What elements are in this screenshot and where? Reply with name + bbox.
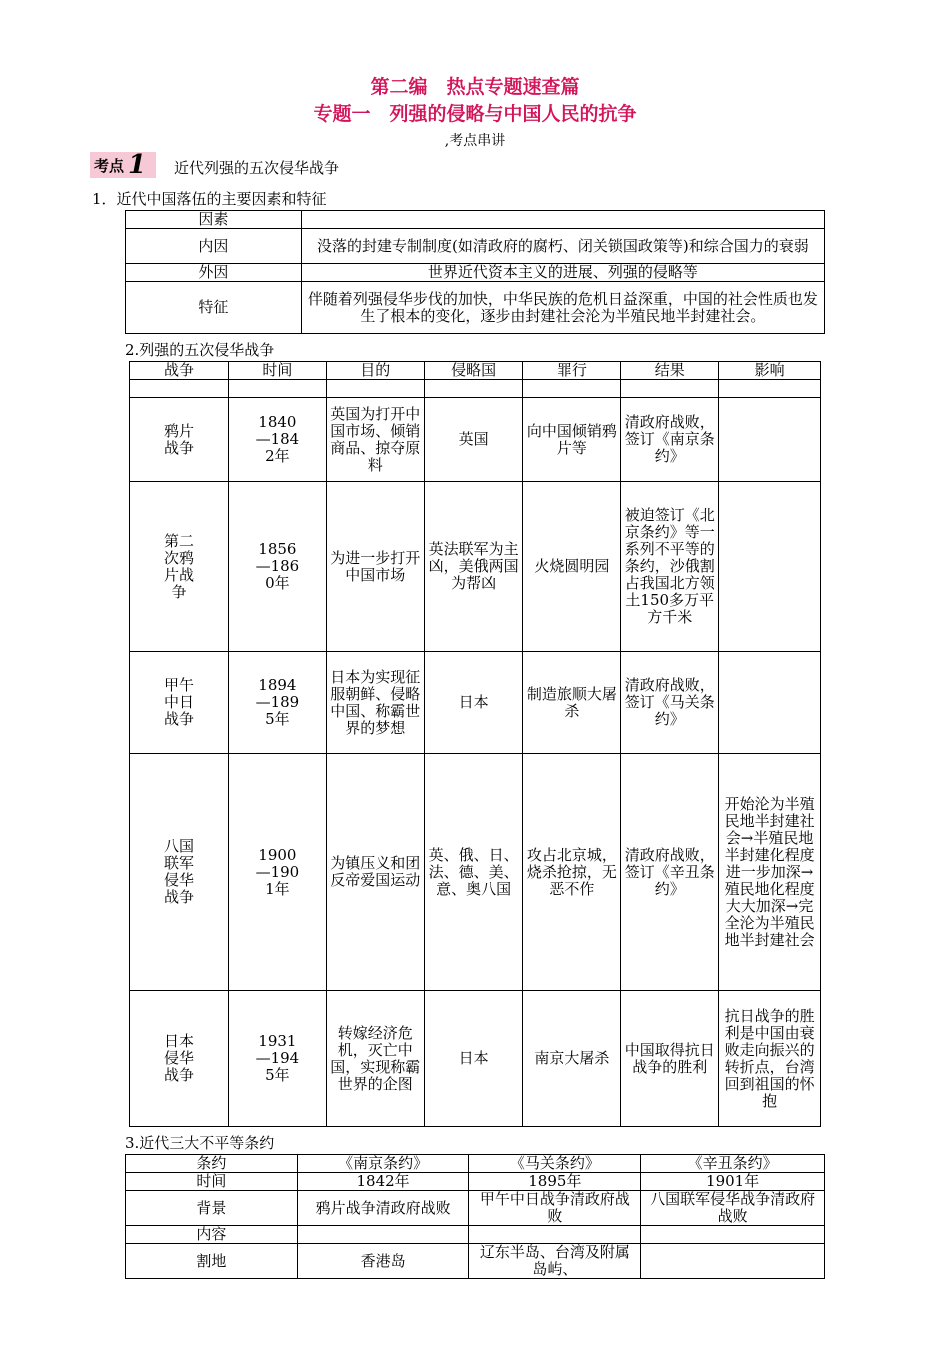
table-header-row — [130, 362, 821, 380]
column-header: 罪行 — [523, 362, 621, 380]
table-cell: 英、俄、日、法、德、美、意、奥八国 — [424, 754, 523, 991]
table-cell: 第二次鸦片战争 — [130, 482, 229, 652]
table-cell — [297, 1226, 469, 1244]
table-cell: 火烧圆明园 — [523, 482, 621, 652]
factors-table — [125, 210, 825, 334]
table-row — [126, 1226, 825, 1244]
table-row — [126, 1244, 825, 1279]
kaodian-label: 考点 — [94, 156, 125, 175]
table-cell: 日本 — [424, 652, 523, 754]
table-cell: 1842年 — [297, 1173, 469, 1191]
section1-heading: 1．近代中国落伍的主要因素和特征 — [92, 190, 327, 208]
table-cell: 日本 — [424, 991, 523, 1127]
table-cell — [719, 398, 821, 482]
column-header: 目的 — [326, 362, 424, 380]
table-cell: 内因 — [126, 229, 302, 264]
table-cell: 特征 — [126, 282, 302, 334]
kaodian-number: 1 — [128, 150, 147, 180]
topic-title: 专题一 列强的侵略与中国人民的抗争 — [313, 103, 637, 125]
table-cell: 鸦片战争清政府战败 — [297, 1191, 469, 1226]
table-row — [130, 754, 821, 991]
column-header: 条约 — [126, 1155, 298, 1173]
wars-table — [129, 361, 821, 1127]
table-cell: 1894—1895年 — [228, 652, 326, 754]
table-cell: 背景 — [126, 1191, 298, 1226]
table-row — [126, 229, 825, 264]
table-cell: 日本侵华战争 — [130, 991, 229, 1127]
table-cell: 攻占北京城，烧杀抢掠，无恶不作 — [523, 754, 621, 991]
table-cell: 1901年 — [641, 1173, 825, 1191]
table-cell: 向中国倾销鸦片等 — [523, 398, 621, 482]
table-row — [126, 264, 825, 282]
table-cell: 1856—1860年 — [228, 482, 326, 652]
table-cell: 中国取得抗日战争的胜利 — [621, 991, 719, 1127]
column-header: 时间 — [228, 362, 326, 380]
table-cell: 清政府战败，签订《马关条约》 — [621, 652, 719, 754]
section2-heading: 2.列强的五次侵华战争 — [125, 341, 275, 359]
table-cell: 外因 — [126, 264, 302, 282]
table-header-row — [126, 1155, 825, 1173]
table-row — [126, 282, 825, 334]
table-cell: 英国为打开中国市场、倾销商品、掠夺原料 — [326, 398, 424, 482]
table-cell: 鸦片战争 — [130, 398, 229, 482]
table-cell: 因素 — [126, 211, 302, 229]
table-cell — [641, 1226, 825, 1244]
table-cell: 伴随着列强侵华步伐的加快，中华民族的危机日益深重，中国的社会性质也发生了根本的变化，逐步由封建社会沦为半殖民地半封建社会。 — [301, 282, 824, 334]
column-header: 影响 — [719, 362, 821, 380]
column-header: 《南京条约》 — [297, 1155, 469, 1173]
table-row — [130, 398, 821, 482]
table-cell: 八国联军侵华战争清政府战败 — [641, 1191, 825, 1226]
table-row — [126, 1173, 825, 1191]
table-cell: 甲午中日战争清政府战败 — [469, 1191, 641, 1226]
table-cell: 清政府战败，签订《南京条约》 — [621, 398, 719, 482]
kaodian-badge — [90, 152, 156, 178]
part-title: 第二编 热点专题速查篇 — [370, 76, 580, 98]
table-cell: 内容 — [126, 1226, 298, 1244]
column-header: 《马关条约》 — [469, 1155, 641, 1173]
table-cell: 甲午中日战争 — [130, 652, 229, 754]
table-cell: 1900—1901年 — [228, 754, 326, 991]
table-cell: 日本为实现征服朝鲜、侵略中国、称霸世界的梦想 — [326, 652, 424, 754]
section3-heading: 3.近代三大不平等条约 — [125, 1134, 275, 1152]
table-cell — [301, 211, 824, 229]
subtitle: ,考点串讲 — [444, 133, 506, 149]
table-cell: 香港岛 — [297, 1244, 469, 1279]
table-row — [126, 211, 825, 229]
table-cell: 南京大屠杀 — [523, 991, 621, 1127]
table-cell: 辽东半岛、台湾及附属岛屿、 — [469, 1244, 641, 1279]
column-header: 战争 — [130, 362, 229, 380]
table-cell: 为镇压义和团反帝爱国运动 — [326, 754, 424, 991]
table-cell: 清政府战败，签订《辛丑条约》 — [621, 754, 719, 991]
table-cell — [469, 1226, 641, 1244]
table-cell — [641, 1244, 825, 1279]
table-cell: 1840—1842年 — [228, 398, 326, 482]
table-cell: 没落的封建专制制度(如清政府的腐朽、闭关锁国政策等)和综合国力的衰弱 — [301, 229, 824, 264]
table-cell: 转嫁经济危机，灭亡中国，实现称霸世界的企图 — [326, 991, 424, 1127]
table-cell: 英国 — [424, 398, 523, 482]
table-cell: 1895年 — [469, 1173, 641, 1191]
table-cell: 时间 — [126, 1173, 298, 1191]
table-row — [130, 482, 821, 652]
table-cell: 抗日战争的胜利是中国由衰败走向振兴的转折点，台湾回到祖国的怀抱 — [719, 991, 821, 1127]
table-row — [130, 652, 821, 754]
treaties-table — [125, 1154, 825, 1279]
table-cell: 制造旅顺大屠杀 — [523, 652, 621, 754]
column-header: 《辛丑条约》 — [641, 1155, 825, 1173]
table-cell: 为进一步打开中国市场 — [326, 482, 424, 652]
table-cell — [719, 482, 821, 652]
table-cell: 世界近代资本主义的进展、列强的侵略等 — [301, 264, 824, 282]
table-cell: 开始沦为半殖民地半封建社会→半殖民地半封建化程度进一步加深→殖民地化程度大大加深→完全沦为半殖民地半封建社会 — [719, 754, 821, 991]
table-row — [130, 991, 821, 1127]
table-cell: 1931—1945年 — [228, 991, 326, 1127]
table-row — [126, 1191, 825, 1226]
column-header: 结果 — [621, 362, 719, 380]
table-spacer-row — [130, 380, 821, 398]
table-cell: 割地 — [126, 1244, 298, 1279]
kaodian-title: 近代列强的五次侵华战争 — [174, 159, 340, 177]
table-cell: 英法联军为主凶，美俄两国为帮凶 — [424, 482, 523, 652]
column-header: 侵略国 — [424, 362, 523, 380]
table-cell — [719, 652, 821, 754]
table-cell: 被迫签订《北京条约》等一系列不平等的条约，沙俄割占我国北方领土150多万平方千米 — [621, 482, 719, 652]
table-cell: 八国联军侵华战争 — [130, 754, 229, 991]
